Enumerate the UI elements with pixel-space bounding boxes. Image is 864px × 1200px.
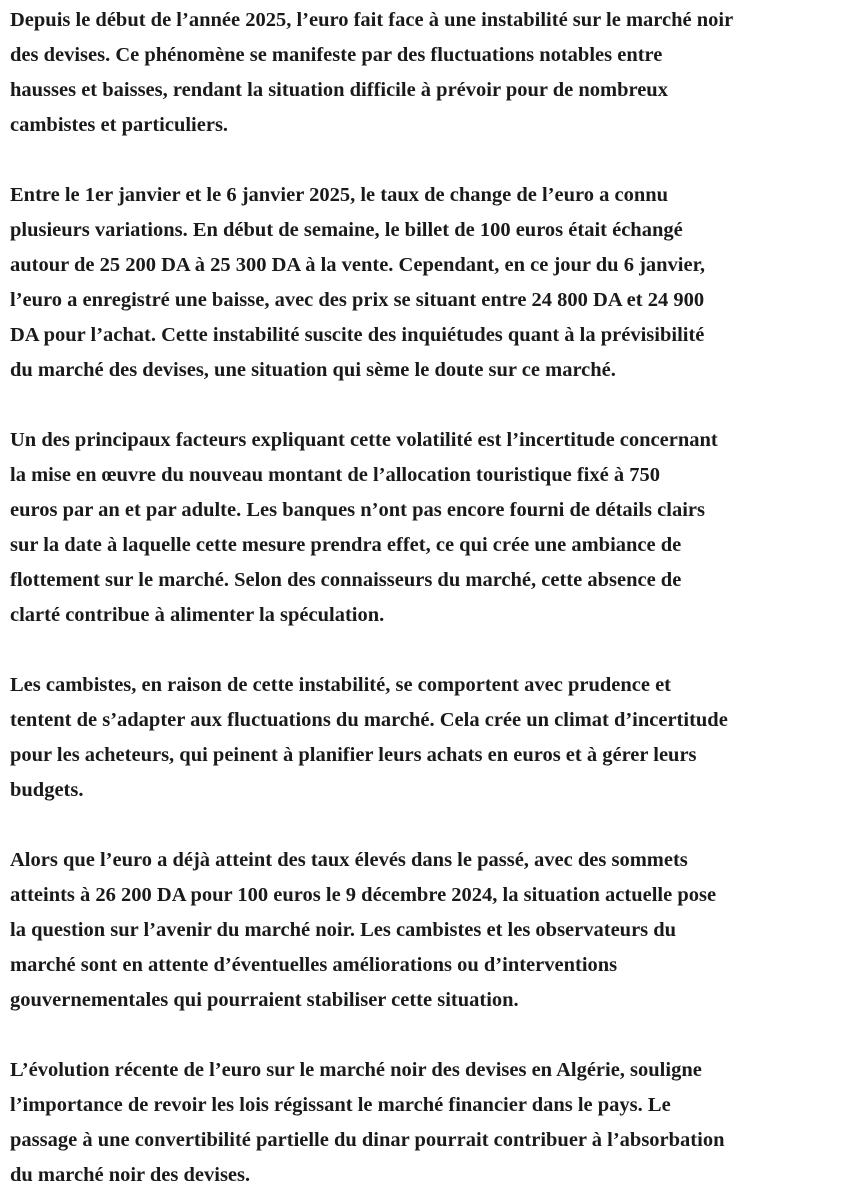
paragraph bbox=[10, 843, 864, 1018]
paragraph bbox=[10, 423, 864, 633]
paragraph-line: flottement sur le marché. Selon des connaisseurs du marché, cette absence de bbox=[10, 569, 682, 591]
paragraph-line: plusieurs variations. En début de semaine, le billet de 100 euros était échangé bbox=[10, 219, 683, 241]
paragraph-line: des devises. Ce phénomène se manifeste par des fluctuations notables entre bbox=[10, 44, 663, 66]
paragraph-line: L’évolution récente de l’euro sur le marché noir des devises en Algérie, souligne bbox=[10, 1059, 702, 1081]
paragraph bbox=[10, 178, 864, 388]
paragraph-line: tentent de s’adapter aux fluctuations du marché. Cela crée un climat d’incertitude bbox=[10, 709, 728, 731]
paragraph-line: autour de 25 200 DA à 25 300 DA à la vente. Cependant, en ce jour du 6 janvier, bbox=[10, 254, 705, 276]
paragraph-line: Entre le 1er janvier et le 6 janvier 2025, le taux de change de l’euro a connu bbox=[10, 184, 669, 206]
paragraph-line: hausses et baisses, rendant la situation difficile à prévoir pour de nombreux bbox=[10, 79, 668, 101]
paragraph-line: l’importance de revoir les lois régissant le marché financier dans le pays. Le bbox=[10, 1094, 671, 1116]
paragraph-line: clarté contribue à alimenter la spéculation. bbox=[10, 604, 385, 626]
paragraph-line: du marché des devises, une situation qui sème le doute sur ce marché. bbox=[10, 359, 616, 381]
paragraph-line: du marché noir des devises. bbox=[10, 1164, 251, 1186]
paragraph-line: Depuis le début de l’année 2025, l’euro fait face à une instabilité sur le marché noir bbox=[10, 9, 734, 31]
paragraph-line: Alors que l’euro a déjà atteint des taux élevés dans le passé, avec des sommets bbox=[10, 849, 688, 871]
paragraph-line: la question sur l’avenir du marché noir. Les cambistes et les observateurs du bbox=[10, 919, 677, 941]
paragraph-line: DA pour l’achat. Cette instabilité suscite des inquiétudes quant à la prévisibilité bbox=[10, 324, 705, 346]
paragraph-line: budgets. bbox=[10, 779, 84, 801]
paragraph-line: Les cambistes, en raison de cette instabilité, se comportent avec prudence et bbox=[10, 674, 671, 696]
paragraph-line: marché sont en attente d’éventuelles améliorations ou d’interventions bbox=[10, 954, 618, 976]
paragraph-line: euros par an et par adulte. Les banques n’ont pas encore fourni de détails clairs bbox=[10, 499, 705, 521]
paragraph-line: cambistes et particuliers. bbox=[10, 114, 229, 136]
paragraph-line: la mise en œuvre du nouveau montant de l’allocation touristique fixé à 750 bbox=[10, 464, 660, 486]
paragraph-line: l’euro a enregistré une baisse, avec des prix se situant entre 24 800 DA et 24 900 bbox=[10, 289, 705, 311]
paragraph bbox=[10, 1053, 864, 1193]
paragraph bbox=[10, 668, 864, 808]
paragraph-line: passage à une convertibilité partielle du dinar pourrait contribuer à l’absorbation bbox=[10, 1129, 725, 1151]
paragraph-line: pour les acheteurs, qui peinent à planifier leurs achats en euros et à gérer leurs bbox=[10, 744, 697, 766]
paragraph-line: gouvernementales qui pourraient stabiliser cette situation. bbox=[10, 989, 519, 1011]
paragraph-line: sur la date à laquelle cette mesure prendra effet, ce qui crée une ambiance de bbox=[10, 534, 682, 556]
paragraph-line: Un des principaux facteurs expliquant cette volatilité est l’incertitude concernant bbox=[10, 429, 718, 451]
paragraph-line: atteints à 26 200 DA pour 100 euros le 9 décembre 2024, la situation actuelle pose bbox=[10, 884, 717, 906]
paragraph bbox=[10, 3, 864, 143]
